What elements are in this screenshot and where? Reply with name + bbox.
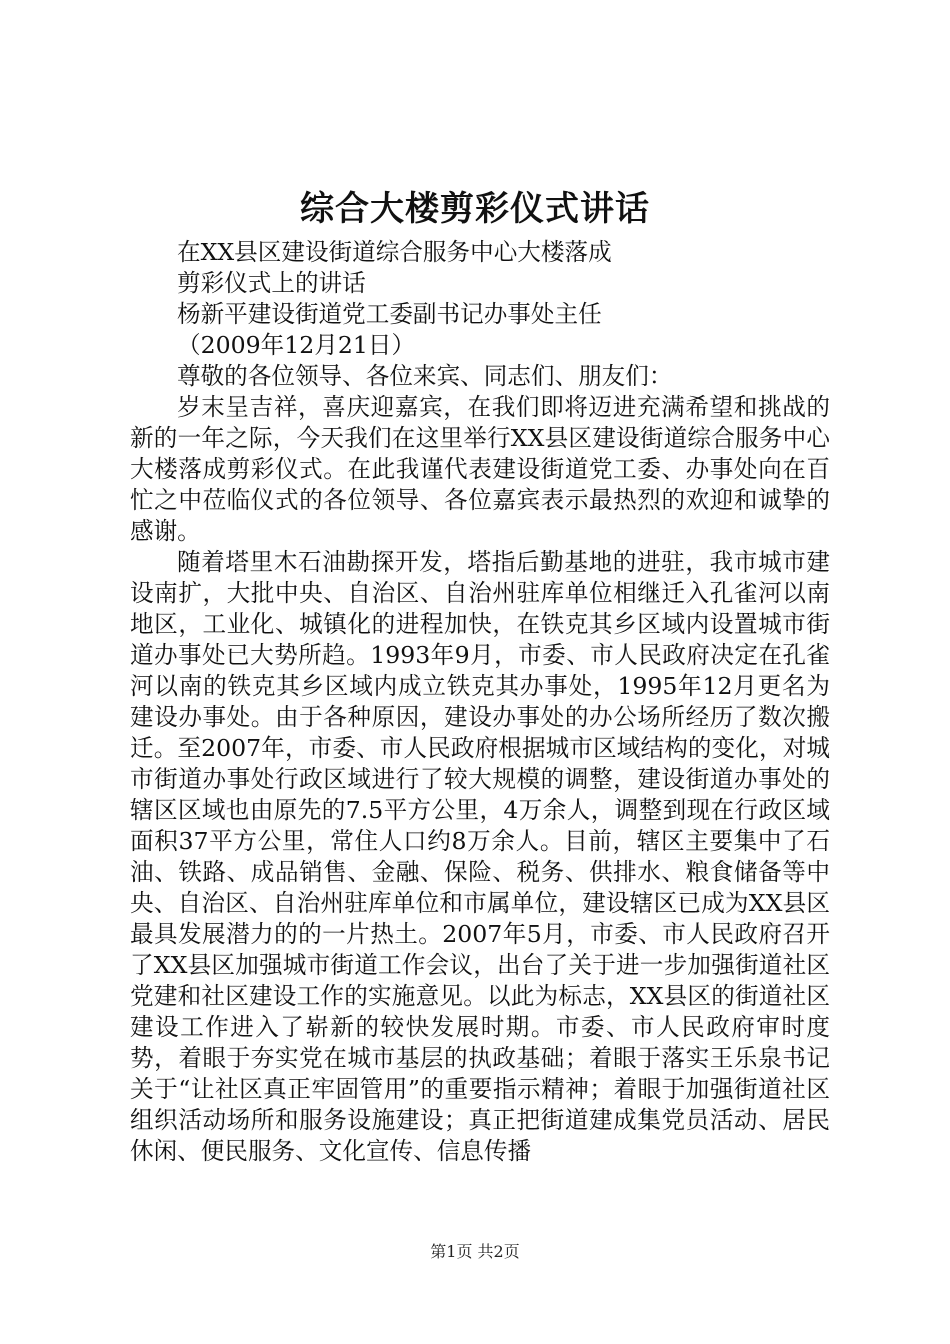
paragraph-2: 随着塔里木石油勘探开发，塔指后勤基地的进驻，我市城市建设南扩，大批中央、自治区、自治州驻库单位相继迁入孔雀河以南地区，工业化、城镇化的进程加快，在铁克其乡区域内设置城市街道办事处已大势所趋。1993年9月，市委、市人民政府决定在孔雀河以南的铁克其乡区域内成立铁克其办事处，1995年12月更名为建设办事处。由于各种原因，建设办事处的办公场所经历了数次搬迁。至2007年，市委、市人民政府根据城市区域结构的变化，对城市街道办事处行政区域进行了较大规模的调整，建设街道办事处的辖区区域也由原先的7.5平方公里，4万余人，调整到现在行政区域面积37平方公里，常住人口约8万余人。目前，辖区主要集中了石油、铁路、成品销售、金融、保险、税务、供排水、粮食储备等中央、自治区、自治州驻库单位和市属单位，建设辖区已成为XX县区最具发展潜力的的一片热土。2007年5月，市委、市人民政府召开了XX县区加强城市街道工作会议，出台了关于进一步加强街道社区党建和社区建设工作的实施意见。以此为标志，XX县区的街道社区建设工作进入了崭新的较快发展时期。市委、市人民政府审时度势，着眼于夯实党在城市基层的执政基础；着眼于落实王乐泉书记关于“让社区真正牢固管用”的重要指示精神；着眼于加强街道社区组织活动场所和服务设施建设；真正把街道建成集党员活动、居民休闲、便民服务、文化宣传、信息传播 xyxy=(130,548,830,1165)
subtitle-line-2: 剪彩仪式上的讲话 xyxy=(177,269,366,297)
paragraph-1: 岁末呈吉祥，喜庆迎嘉宾，在我们即将迈进充满希望和挑战的新的一年之际，今天我们在这里举行XX县区建设街道综合服务中心大楼落成剪彩仪式。在此我谨代表建设街道党工委、办事处向在百忙之中莅临仪式的各位领导、各位嘉宾表示最热烈的欢迎和诚挚的感谢。 xyxy=(130,393,830,545)
document-body xyxy=(130,237,830,1167)
document-title: 综合大楼剪彩仪式讲话 xyxy=(300,189,650,229)
salutation-line: 尊敬的各位领导、各位来宾、同志们、朋友们： xyxy=(177,362,673,390)
page-footer: 第1页 共2页 xyxy=(430,1242,520,1261)
speaker-line: 杨新平建设街道党工委副书记办事处主任 xyxy=(177,300,602,328)
subtitle-line-1: 在XX县区建设街道综合服务中心大楼落成 xyxy=(177,238,612,266)
date-line: （2009年12月21日） xyxy=(177,331,416,359)
